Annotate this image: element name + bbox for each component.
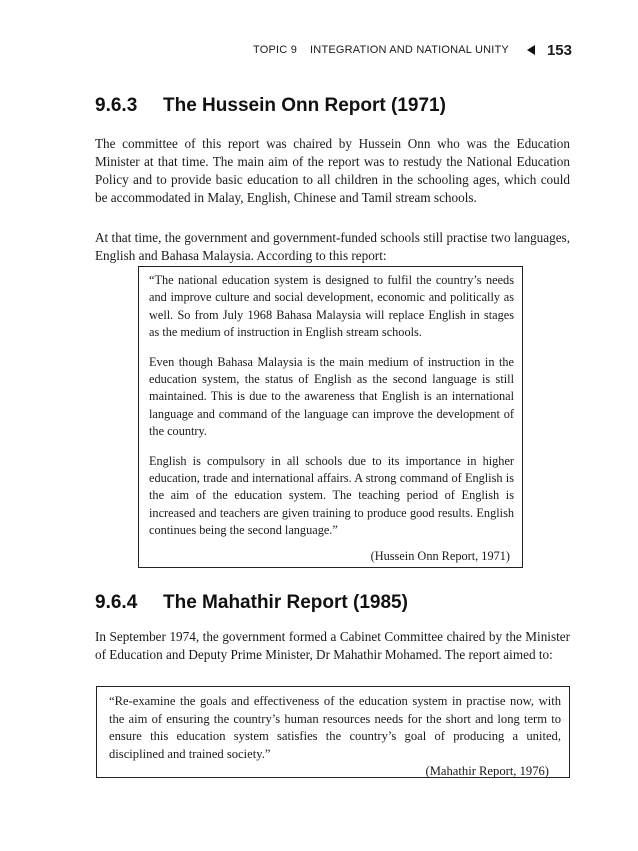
quote-paragraph: English is compulsory in all schools due to its importance in higher education, trade and international affairs. A strong command of English is the aim of the education system. The teaching period of English is increased and teachers are given training to produce good results. English continues being the second language.” [149,453,514,538]
page-header [0,40,572,60]
section-title: The Mahathir Report (1985) [163,592,408,613]
left-arrow-icon [527,45,535,55]
running-header-topic: TOPIC 9 INTEGRATION AND NATIONAL UNITY [253,44,509,56]
section-title: The Hussein Onn Report (1971) [163,95,446,116]
quote-paragraph: “Re-examine the goals and effectiveness of the education system in practise now, with the aim of ensuring the country’s human resources needs for the short and long term to ensure this education system satisfies the country’s goal of producing a united, disciplined and trained society.” [109,694,561,761]
quote-citation: (Mahathir Report, 1976) [425,764,549,779]
section-heading-964 [95,592,408,614]
quote-paragraph: Even though Bahasa Malaysia is the main medium of instruction in the education system, the status of English as the second language is still maintained. This is due to the awareness that English is an international language and command of the language can improve the development of the country. [149,354,514,439]
quote-citation: (Hussein Onn Report, 1971) [370,548,510,563]
section-number: 9.6.4 [95,592,138,613]
section-number: 9.6.3 [95,95,138,116]
section-heading-963 [95,95,446,117]
quote-paragraph: “The national education system is designed to fulfil the country’s needs and improve culture and social development, economic and politically as well. So from July 1968 Bahasa Malaysia will replace English in stages as the medium of instruction in English stream schools. [149,273,514,340]
paragraph: At that time, the government and government-funded schools still practise two languages, English and Bahasa Malaysia. According to this report: [95,230,570,263]
quote-box-mahathir [96,686,570,778]
page-number: 153 [546,41,572,59]
paragraph: The committee of this report was chaired by Hussein Onn who was the Education Minister at that time. The main aim of the report was to restudy the National Education Policy and to provide basic education to all children in the schooling ages, which could be accommodated in Malay, English, Chinese and Tamil stream schools. [95,136,570,205]
quote-box-hussein-onn [138,266,523,568]
paragraph: In September 1974, the government formed a Cabinet Committee chaired by the Minister of Education and Deputy Prime Minister, Dr Mahathir Mohamed. The report aimed to: [95,629,570,662]
